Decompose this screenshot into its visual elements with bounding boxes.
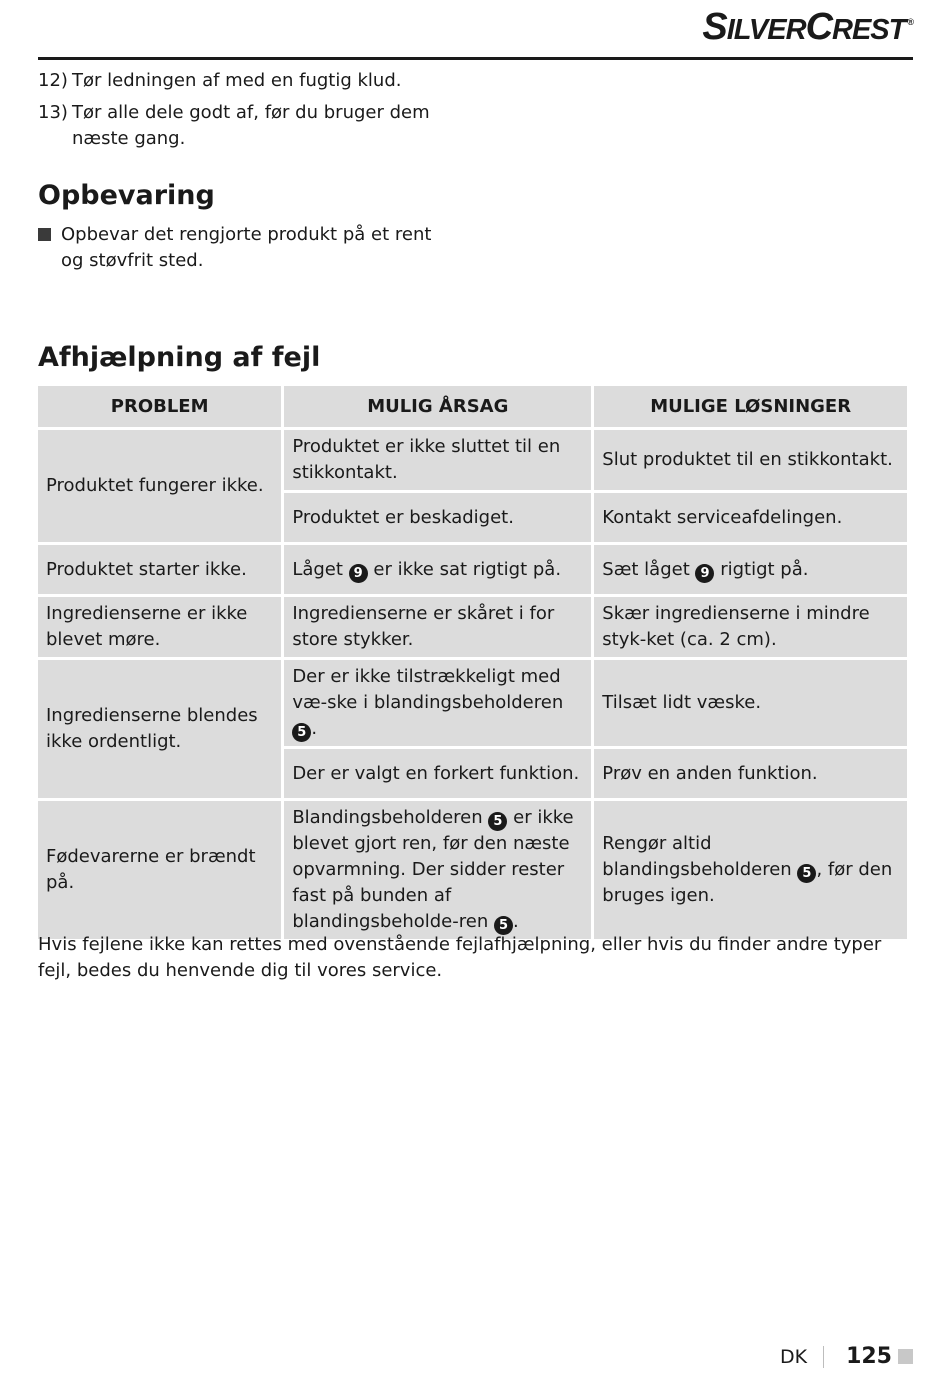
solution-cell: Skær ingredienserne i mindre styk-ket (ca. 2 cm). <box>594 597 907 657</box>
table-row <box>38 660 907 746</box>
troubleshooting-table <box>35 383 910 942</box>
step-text: Tør alle dele godt af, før du bruger dem næste gang. <box>72 102 430 149</box>
problem-cell: Produktet starter ikke. <box>38 545 281 594</box>
solution-cell <box>594 545 907 594</box>
part-number-icon: 5 <box>797 864 816 883</box>
solution-text: Sæt låget <box>602 558 690 580</box>
language-code: DK <box>779 1345 808 1368</box>
cause-text: Der er ikke tilstrækkeligt med væ-ske i blandingsbeholderen <box>292 666 564 713</box>
cleaning-steps <box>38 68 478 158</box>
solution-cell: Tilsæt lidt væske. <box>594 660 907 746</box>
part-number-icon: 5 <box>292 723 311 742</box>
cause-cell: Produktet er ikke sluttet til en stikkontakt. <box>284 430 591 490</box>
solution-text: Rengør altid blandingsbeholderen <box>602 833 792 880</box>
cause-cell <box>284 660 591 746</box>
solution-cell: Prøv en anden funktion. <box>594 749 907 798</box>
page-number: 125 <box>846 1344 892 1369</box>
cause-cell <box>284 545 591 594</box>
table-header-row <box>38 386 907 427</box>
cause-cell <box>284 801 591 939</box>
solution-cell <box>594 801 907 939</box>
storage-text: Opbevar det rengjorte produkt på et rent og støvfrit sted. <box>61 224 432 271</box>
step-number: 13) <box>38 102 68 123</box>
square-bullet-icon <box>38 228 51 241</box>
footer-divider <box>823 1346 824 1368</box>
part-number-icon: 5 <box>488 812 507 831</box>
step-text: Tør ledningen af med en fugtig klud. <box>72 70 402 91</box>
cause-cell: Der er valgt en forkert funktion. <box>284 749 591 798</box>
solution-text: rigtigt på. <box>720 558 809 580</box>
table-row <box>38 545 907 594</box>
step-item <box>38 68 478 94</box>
page-footer <box>780 1344 913 1369</box>
part-number-icon: 5 <box>494 916 513 935</box>
solution-cell: Kontakt serviceafdelingen. <box>594 493 907 542</box>
column-header-solution: MULIGE LØSNINGER <box>594 386 907 427</box>
table-row <box>38 597 907 657</box>
table-row <box>38 430 907 490</box>
storage-heading: Opbevaring <box>38 180 215 211</box>
solution-cell: Slut produktet til en stikkontakt. <box>594 430 907 490</box>
square-marker-icon <box>898 1349 913 1364</box>
column-header-problem: PROBLEM <box>38 386 281 427</box>
step-item <box>38 100 478 152</box>
part-number-icon: 9 <box>349 564 368 583</box>
header-rule <box>38 57 913 60</box>
storage-bullet <box>38 222 458 274</box>
problem-cell: Ingredienserne er ikke blevet møre. <box>38 597 281 657</box>
brand-logo: SILVERCREST ® <box>702 6 913 48</box>
cause-text: er ikke sat rigtigt på. <box>373 558 562 580</box>
cause-cell: Ingredienserne er skåret i for store stykker. <box>284 597 591 657</box>
column-header-cause: MULIG ÅRSAG <box>284 386 591 427</box>
cause-text: . <box>512 911 519 932</box>
cause-text: . <box>311 718 318 739</box>
problem-cell: Fødevarerne er brændt på. <box>38 801 281 939</box>
table-row <box>38 801 907 939</box>
service-note: Hvis fejlene ikke kan rettes med ovenstående fejlafhjælpning, eller hvis du finder andre typer fejl, bedes du henvende dig til vores service. <box>38 934 882 981</box>
cause-text: er ikke blevet gjort ren, før den næste opvarmning. Der sidder rester fast på bunden af blandingsbeholde-ren <box>292 807 574 932</box>
part-number-icon: 9 <box>695 564 714 583</box>
problem-cell: Ingredienserne blendes ikke ordentligt. <box>38 660 281 798</box>
troubleshooting-heading: Afhjælpning af fejl <box>38 342 321 373</box>
problem-cell: Produktet fungerer ikke. <box>38 430 281 542</box>
cause-text: Blandingsbeholderen <box>292 807 483 828</box>
cause-cell: Produktet er beskadiget. <box>284 493 591 542</box>
cause-text: Låget <box>292 558 343 580</box>
step-number: 12) <box>38 70 68 91</box>
solution-text: , før den bruges igen. <box>602 859 893 906</box>
